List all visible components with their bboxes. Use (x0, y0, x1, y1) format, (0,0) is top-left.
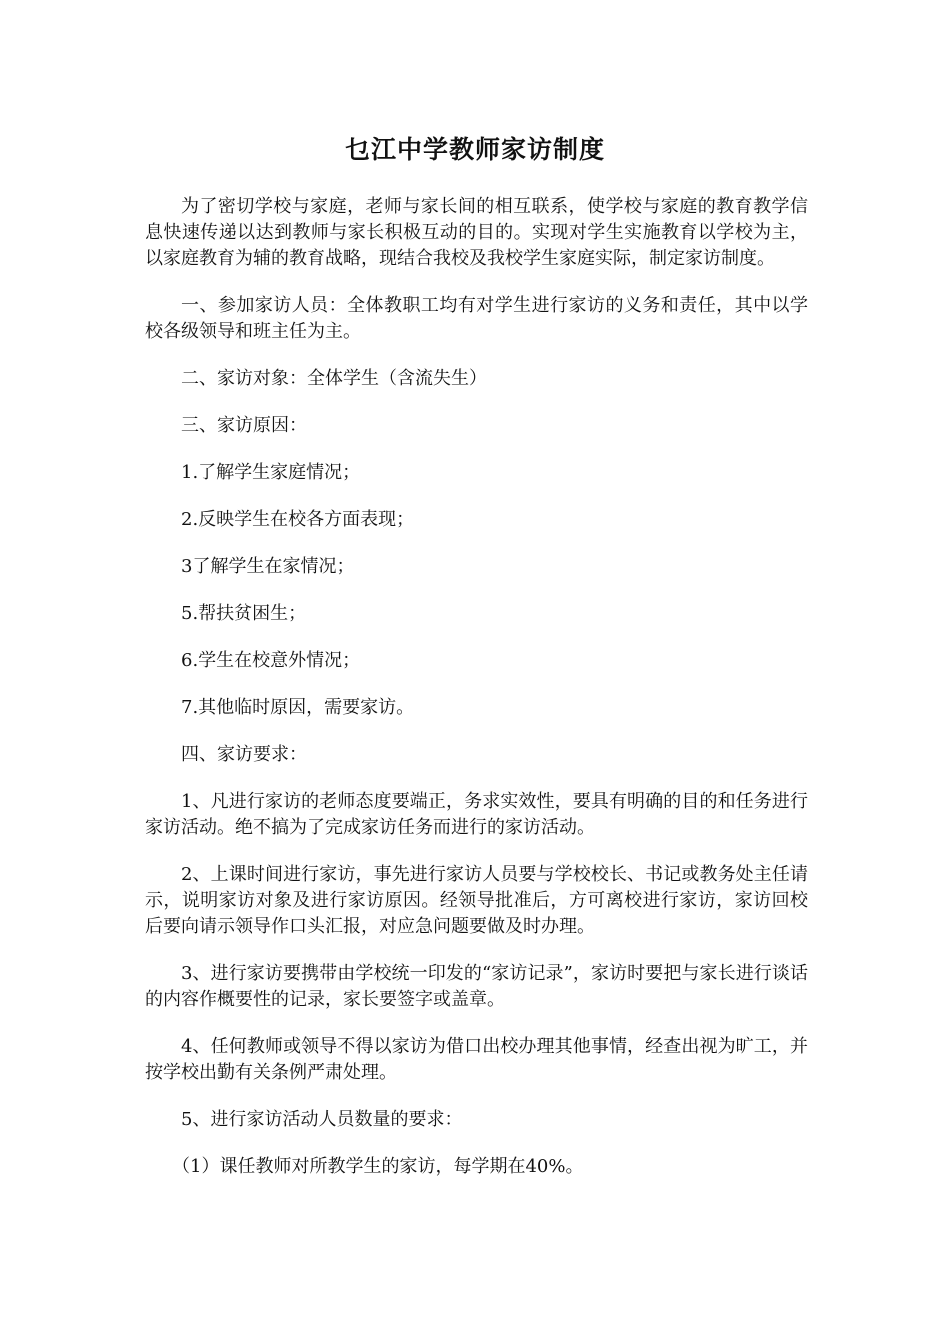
section-participants: 一、参加家访人员：全体教职工均有对学生进行家访的义务和责任，其中以学校各级领导和班主任为主。 (145, 295, 808, 342)
section-reasons-heading: 三、家访原因： (181, 415, 307, 436)
reason-item: 3了解学生在家情况； (181, 556, 355, 577)
reason-item: 7.其他临时原因，需要家访。 (181, 697, 415, 718)
section-requirements-heading: 四、家访要求： (181, 744, 307, 765)
requirement-item: 4、任何教师或领导不得以家访为借口出校办理其他事情，经查出视为旷工，并按学校出勤有关条例严肃处理。 (145, 1036, 808, 1083)
reason-item: 2.反映学生在校各方面表现； (181, 509, 415, 530)
requirement-subitem: （1）课任教师对所教学生的家访，每学期在40%。 (172, 1156, 584, 1177)
section-targets: 二、家访对象：全体学生（含流失生） (181, 368, 487, 389)
requirement-item: 1、凡进行家访的老师态度要端正，务求实效性，要具有明确的目的和任务进行家访活动。绝不搞为了完成家访任务而进行的家访活动。 (145, 791, 808, 838)
intro-paragraph: 为了密切学校与家庭，老师与家长间的相互联系，使学校与家庭的教育教学信息快速传递以达到教师与家长积极互动的目的。实现对学生实施教育以学校为主，以家庭教育为辅的教育战略，现结合我校及我校学生家庭实际，制定家访制度。 (145, 196, 808, 269)
document-body (145, 194, 808, 1201)
reason-item: 5.帮扶贫困生； (181, 603, 307, 624)
requirement-item: 2、上课时间进行家访，事先进行家访人员要与学校校长、书记或教务处主任请示，说明家访对象及进行家访原因。经领导批准后，方可离校进行家访，家访回校后要向请示领导作口头汇报，对应急问题要做及时办理。 (145, 864, 808, 937)
requirement-item: 3、进行家访要携带由学校统一印发的“家访记录”，家访时要把与家长进行谈话的内容作概要性的记录，家长要签字或盖章。 (145, 963, 808, 1010)
reason-item: 6.学生在校意外情况； (181, 650, 361, 671)
document-title: 乜江中学教师家访制度 (344, 135, 605, 164)
requirement-item: 5、进行家访活动人员数量的要求： (181, 1109, 463, 1130)
reason-item: 1.了解学生家庭情况； (181, 462, 361, 483)
